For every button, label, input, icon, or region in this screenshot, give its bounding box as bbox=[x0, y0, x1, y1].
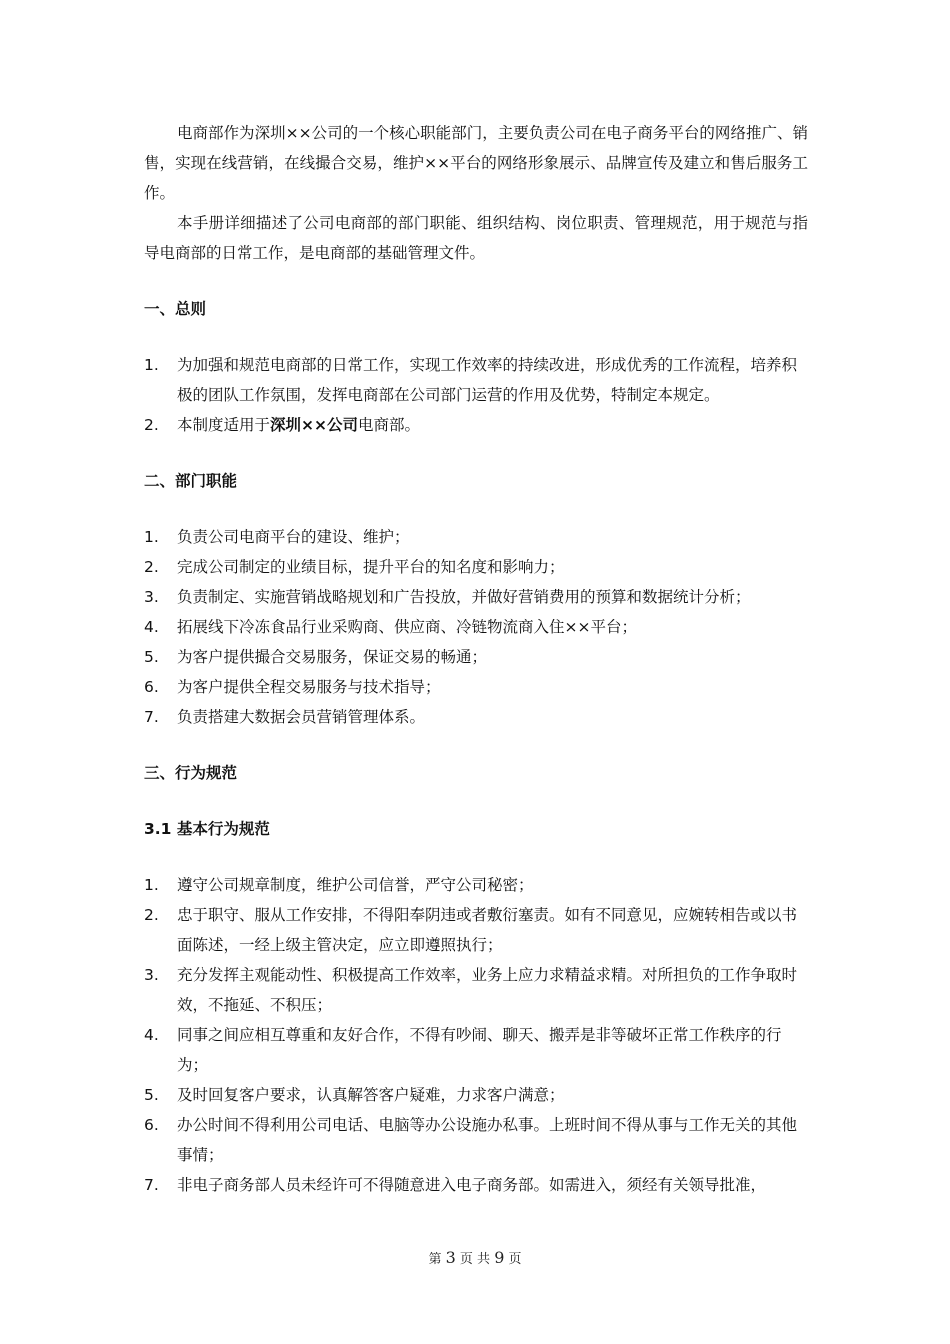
list-item bbox=[144, 350, 808, 410]
item-number: 1. bbox=[144, 876, 159, 894]
section-1-list bbox=[144, 350, 808, 440]
item-number: 4. bbox=[144, 1026, 159, 1044]
item-text: 同事之间应相互尊重和友好合作，不得有吵闹、聊天、搬弄是非等破坏正常工作秩序的行为； bbox=[177, 1026, 782, 1074]
item-text: 负责搭建大数据会员营销管理体系。 bbox=[177, 708, 426, 726]
list-item bbox=[144, 642, 808, 672]
footer-suffix: 页 bbox=[504, 1252, 522, 1267]
item-number: 4. bbox=[144, 618, 159, 636]
list-item bbox=[144, 552, 808, 582]
intro-paragraph-2: 本手册详细描述了公司电商部的部门职能、组织结构、岗位职责、管理规范，用于规范与指导电商部的日常工作，是电商部的基础管理文件。 bbox=[144, 214, 808, 262]
item-number: 1. bbox=[144, 356, 159, 374]
list-item bbox=[144, 612, 808, 642]
item-number: 2. bbox=[144, 558, 159, 576]
section-1-heading: 一、总则 bbox=[144, 300, 207, 318]
item-text: 拓展线下冷冻食品行业采购商、供应商、冷链物流商入住××平台； bbox=[177, 618, 637, 636]
item-number: 6. bbox=[144, 678, 159, 696]
intro-paragraph-1: 电商部作为深圳××公司的一个核心职能部门，主要负责公司在电子商务平台的网络推广、销售，实现在线营销，在线撮合交易，维护××平台的网络形象展示、品牌宣传及建立和售后服务工作。 bbox=[144, 124, 808, 202]
section-3-list bbox=[144, 870, 808, 1200]
footer-prefix: 第 bbox=[428, 1252, 446, 1267]
item-text: 负责公司电商平台的建设、维护； bbox=[177, 528, 410, 546]
section-3-heading: 三、行为规范 bbox=[144, 764, 238, 782]
list-item bbox=[144, 1020, 808, 1080]
list-item bbox=[144, 1080, 808, 1110]
item-number: 7. bbox=[144, 1176, 159, 1194]
item-number: 5. bbox=[144, 648, 159, 666]
company-name: 深圳××公司 bbox=[270, 416, 358, 434]
list-item bbox=[144, 410, 808, 440]
list-item bbox=[144, 870, 808, 900]
item-text: 为客户提供撮合交易服务，保证交易的畅通； bbox=[177, 648, 488, 666]
section-2-list bbox=[144, 522, 808, 732]
item-text: 完成公司制定的业绩目标，提升平台的知名度和影响力； bbox=[177, 558, 565, 576]
list-item bbox=[144, 900, 808, 960]
document-body bbox=[144, 118, 808, 1200]
item-number: 2. bbox=[144, 416, 159, 434]
list-item bbox=[144, 960, 808, 1020]
list-item bbox=[144, 672, 808, 702]
total-page-number: 9 bbox=[494, 1248, 505, 1267]
list-item bbox=[144, 1110, 808, 1170]
section-3-1-heading: 3.1 基本行为规范 bbox=[144, 820, 270, 838]
list-item bbox=[144, 702, 808, 732]
item-number: 7. bbox=[144, 708, 159, 726]
list-item bbox=[144, 582, 808, 612]
item-number: 6. bbox=[144, 1116, 159, 1134]
item-number: 3. bbox=[144, 966, 159, 984]
item-text-post: 电商部。 bbox=[358, 416, 421, 434]
item-number: 2. bbox=[144, 906, 159, 924]
page-footer bbox=[0, 1248, 950, 1267]
item-number: 5. bbox=[144, 1086, 159, 1104]
item-text-pre: 本制度适用于 bbox=[177, 416, 271, 434]
item-number: 3. bbox=[144, 588, 159, 606]
list-item bbox=[144, 522, 808, 552]
item-text: 非电子商务部人员未经许可不得随意进入电子商务部。如需进入，须经有关领导批准， bbox=[177, 1176, 767, 1194]
list-item bbox=[144, 1170, 808, 1200]
item-text: 充分发挥主观能动性、积极提高工作效率，业务上应力求精益求精。对所担负的工作争取时效，不拖延、不积压； bbox=[177, 966, 798, 1014]
item-number: 1. bbox=[144, 528, 159, 546]
footer-middle: 页 共 bbox=[455, 1252, 495, 1267]
item-text: 办公时间不得利用公司电话、电脑等办公设施办私事。上班时间不得从事与工作无关的其他事情； bbox=[177, 1116, 798, 1164]
current-page-number: 3 bbox=[445, 1248, 456, 1267]
item-text: 负责制定、实施营销战略规划和广告投放，并做好营销费用的预算和数据统计分析； bbox=[177, 588, 751, 606]
item-text: 为加强和规范电商部的日常工作，实现工作效率的持续改进，形成优秀的工作流程，培养积极的团队工作氛围，发挥电商部在公司部门运营的作用及优势，特制定本规定。 bbox=[177, 356, 798, 404]
item-text: 忠于职守、服从工作安排，不得阳奉阴违或者敷衍塞责。如有不同意见，应婉转相告或以书面陈述，一经上级主管决定，应立即遵照执行； bbox=[177, 906, 798, 954]
item-text: 及时回复客户要求，认真解答客户疑难，力求客户满意； bbox=[177, 1086, 565, 1104]
section-2-heading: 二、部门职能 bbox=[144, 472, 238, 490]
item-text: 为客户提供全程交易服务与技术指导； bbox=[177, 678, 441, 696]
item-text: 遵守公司规章制度，维护公司信誉，严守公司秘密； bbox=[177, 876, 534, 894]
